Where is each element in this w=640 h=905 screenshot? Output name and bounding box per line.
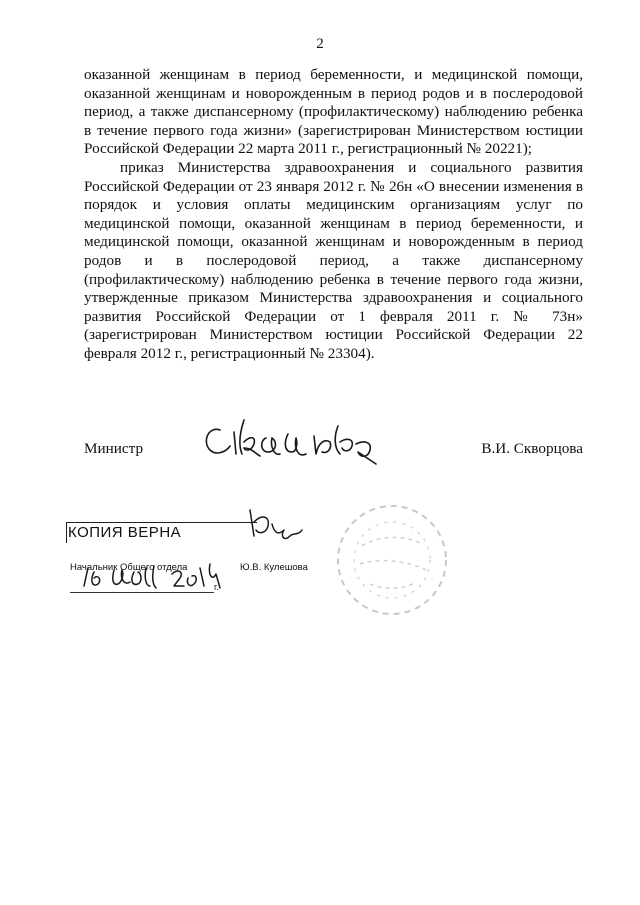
handwritten-date-icon bbox=[80, 560, 230, 592]
date-line bbox=[70, 592, 214, 593]
copy-stamp-text: КОПИЯ ВЕРНА bbox=[68, 524, 182, 541]
certifier-name: Ю.В. Кулешова bbox=[240, 562, 308, 573]
signatory-title: Министр bbox=[84, 440, 144, 457]
page-number: 2 bbox=[316, 36, 324, 52]
signatory-name: В.И. Скворцова bbox=[481, 440, 583, 457]
document-body bbox=[84, 66, 583, 364]
handwritten-signature-icon bbox=[200, 408, 390, 468]
round-seal-icon bbox=[332, 500, 452, 620]
handwritten-initials-icon bbox=[244, 506, 308, 546]
certifier-department: Начальник Общего отдела bbox=[70, 562, 188, 573]
year-suffix: г. bbox=[214, 582, 219, 592]
paragraph-order: приказ Министерства здравоохранения и социального развития Российской Федерации от 23 января 2012 г. № 26н «О внесении изменения в порядок и условия оплаты медицинским организациям услуг по медицинской помощи, оказанной женщинам в период беременности, и медицинской помощи, оказанной женщинам и новорожденным в период родов и в послеродовой период, а также диспансерному (профилактическому) наблюдению ребенка в течение первого года жизни, утвержденные приказом Министерства здравоохранения и социального развития Российской Федерации от 1 февраля 2011 г. № 73н» (зарегистрирован Министерством юстиции Российской Федерации 22 февраля 2012 г., регистрационный № 23304). bbox=[84, 158, 583, 362]
paragraph-continuation: оказанной женщинам в период беременности, и медицинской помощи, оказанной женщинам и новорожденным в период родов и в послеродовой период, а также диспансерному (профилактическому) наблюдению ребенка в течение первого года жизни» (зарегистрирован Министерством юстиции Российской Федерации 22 марта 2011 г., регистрационный № 20221); bbox=[84, 66, 583, 158]
